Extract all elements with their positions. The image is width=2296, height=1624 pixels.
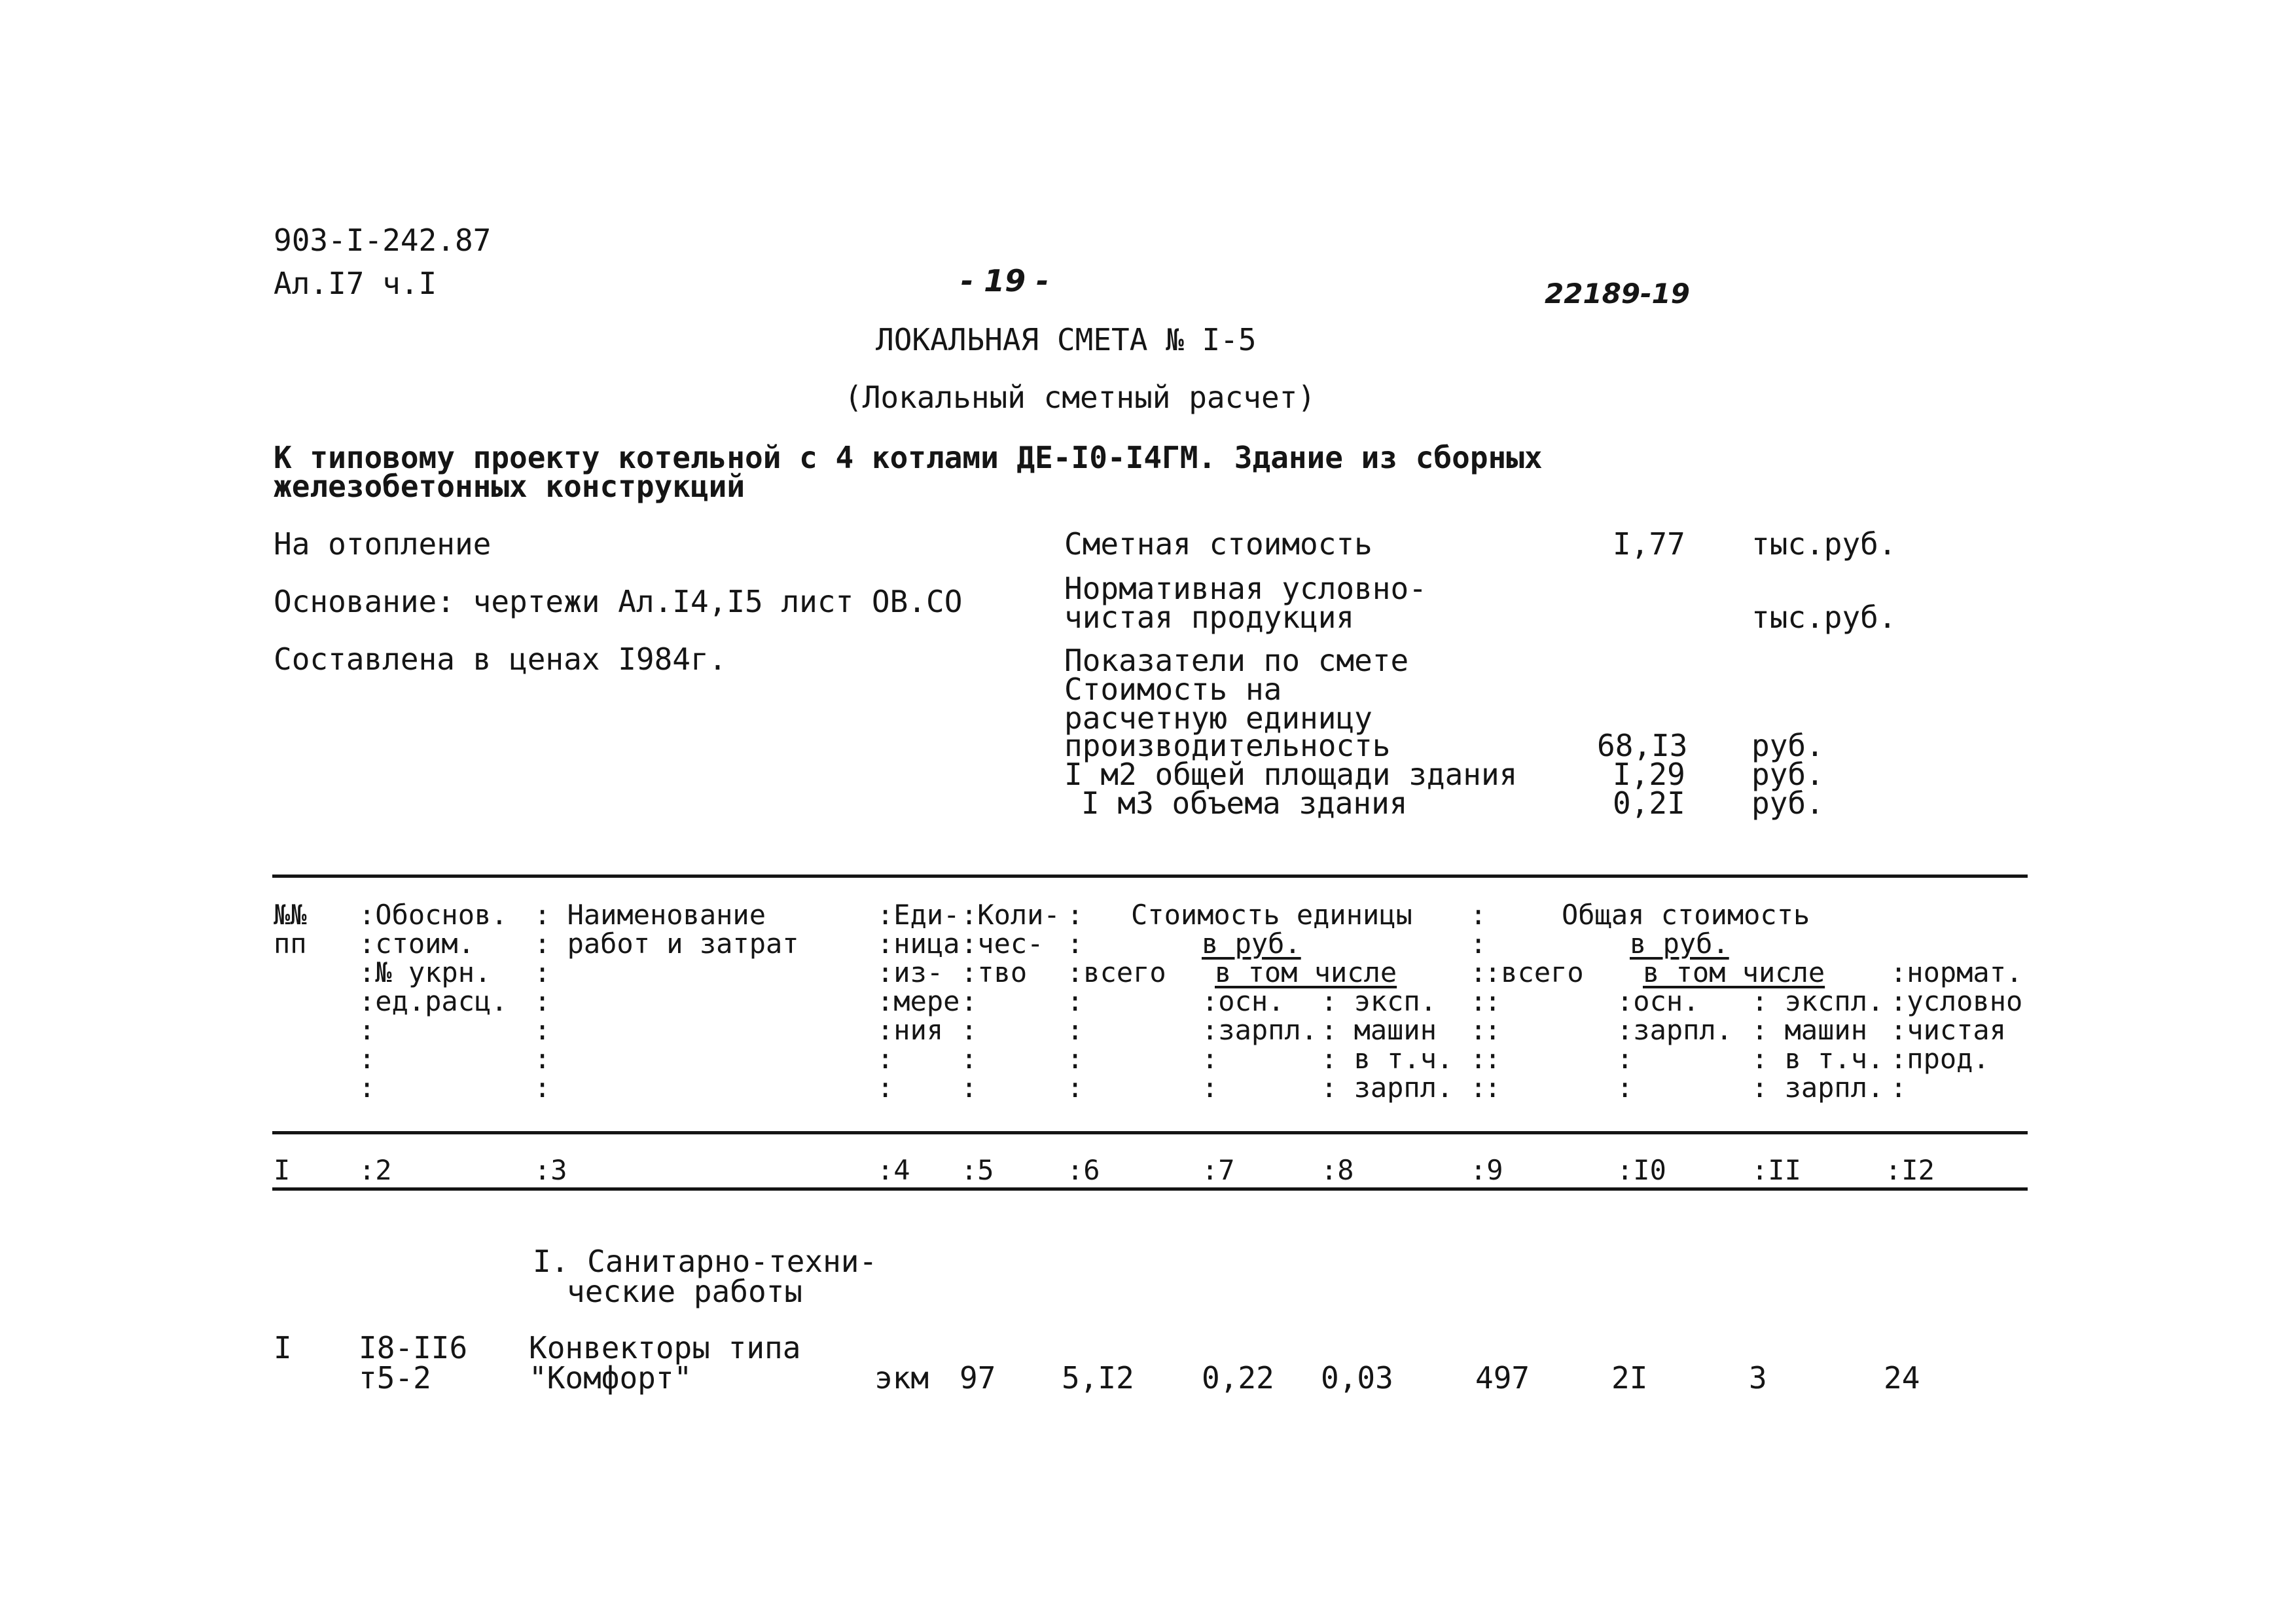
- normative-label-line2: чистая продукция: [1064, 600, 1355, 635]
- header-unit-including: в том числе: [1215, 956, 1397, 988]
- column-number: :3: [534, 1154, 567, 1186]
- header-unit-cost-currency: в руб.: [1202, 928, 1301, 960]
- header-col-total-wage: :осн. :зарпл. : :: [1617, 985, 1733, 1104]
- purpose-label: На отопление: [274, 526, 492, 562]
- indicator-capacity-value: 68,I3: [1597, 728, 1688, 763]
- indicator-capacity-unit: руб.: [1751, 728, 1824, 763]
- document-subtitle: (Локальный сметный расчет): [844, 380, 1316, 415]
- header-total-cost-title: Общая стоимость: [1562, 899, 1810, 931]
- column-number: :II: [1751, 1154, 1801, 1186]
- row-total-machines: 3: [1749, 1360, 1767, 1396]
- estimated-cost-unit: тыс.руб.: [1751, 526, 1897, 562]
- indicator-area-unit: руб.: [1751, 757, 1824, 792]
- section-title-line2: ческие работы: [567, 1274, 803, 1309]
- header-col-total: :всего : : : :: [1484, 956, 1584, 1104]
- row-name-line2: "Комфорт": [529, 1360, 692, 1396]
- estimated-cost-value: I,77: [1613, 526, 1685, 562]
- column-numbers-bottom-rule: [272, 1187, 2028, 1191]
- header-unit-cost-title: Стоимость единицы: [1131, 899, 1412, 931]
- header-total-including: в том числе: [1643, 956, 1825, 988]
- header-col-unit-total: : : :всего : : : :: [1067, 899, 1166, 1104]
- row-name-line1: Конвекторы типа: [529, 1330, 801, 1365]
- normative-unit: тыс.руб.: [1751, 600, 1897, 635]
- normative-label-line1: Нормативная условно-: [1064, 571, 1427, 606]
- header-col-justification: :Обоснов. :стоим. :№ укрн. :ед.расц. : : :: [359, 899, 508, 1104]
- document-code: 903-I-242.87: [274, 223, 492, 258]
- row-normative: 24: [1884, 1360, 1920, 1396]
- indicators-line1: Показатели по смете: [1064, 643, 1409, 678]
- row-total-wage: 2I: [1611, 1360, 1648, 1396]
- header-separator: : : : : : : :: [1470, 899, 1487, 1104]
- sheet-reference: Ал.I7 ч.I: [274, 266, 437, 301]
- inventory-number: 22189-19: [1545, 278, 1690, 310]
- indicator-volume-value: 0,2I: [1613, 785, 1685, 821]
- table-top-rule: [272, 875, 2028, 878]
- column-number: I: [274, 1154, 291, 1186]
- header-col-work-name: : Наименование : работ и затрат : : : : :: [534, 899, 799, 1104]
- column-number: :I0: [1617, 1154, 1666, 1186]
- header-col-normative: :нормат. :условно :чистая :прод. :: [1890, 956, 2023, 1104]
- page-number: - 19 -: [961, 263, 1049, 298]
- column-number: :5: [961, 1154, 994, 1186]
- document-title: ЛОКАЛЬНАЯ СМЕТА № I-5: [876, 322, 1257, 357]
- indicator-area-value: I,29: [1613, 757, 1685, 792]
- header-col-total-machines: : экспл. : машин : в т.ч. : зарпл.: [1751, 985, 1884, 1104]
- row-unit-total: 5,I2: [1062, 1360, 1134, 1396]
- section-title-line1: I. Санитарно-техни-: [533, 1244, 878, 1279]
- column-number: :4: [877, 1154, 910, 1186]
- row-code-line2: т5-2: [359, 1360, 431, 1396]
- project-description-line1: К типовому проекту котельной с 4 котлами ДЕ-I0-I4ГМ. Здание из сборных: [274, 440, 1543, 475]
- row-quantity: 97: [960, 1360, 996, 1396]
- header-col-unit-machines: : эксп. : машин : в т.ч. : зарпл.: [1321, 985, 1454, 1104]
- table-header-bottom-rule: [272, 1131, 2028, 1134]
- indicators-line3: расчетную единицу: [1064, 700, 1372, 736]
- indicators-line4: производительность: [1064, 728, 1391, 763]
- header-col-quantity: :Коли- :чес- :тво : : : :: [961, 899, 1060, 1104]
- indicators-line2: Стоимость на: [1064, 672, 1282, 707]
- column-number: :6: [1067, 1154, 1100, 1186]
- column-number: :8: [1321, 1154, 1354, 1186]
- column-number: :I2: [1885, 1154, 1935, 1186]
- column-number: :2: [359, 1154, 392, 1186]
- row-unit-wage: 0,22: [1202, 1360, 1274, 1396]
- column-number: :9: [1470, 1154, 1503, 1186]
- indicators-line5: I м2 общей площади здания: [1064, 757, 1518, 792]
- header-col-unit-wage: :осн. :зарпл. : :: [1202, 985, 1318, 1104]
- row-unit-machines: 0,03: [1321, 1360, 1393, 1396]
- header-total-cost-currency: в руб.: [1630, 928, 1729, 960]
- basis-label: Основание: чертежи Ал.I4,I5 лист ОВ.СО: [274, 584, 963, 619]
- indicators-line6: I м3 объема здания: [1081, 785, 1408, 821]
- row-code-line1: I8-II6: [359, 1330, 468, 1365]
- prices-label: Составлена в ценах I984г.: [274, 641, 727, 677]
- row-total: 497: [1475, 1360, 1530, 1396]
- row-number: I: [274, 1330, 292, 1365]
- indicator-volume-unit: руб.: [1751, 785, 1824, 821]
- row-unit: экм: [874, 1360, 929, 1396]
- header-col-row-number: №№ пп: [274, 899, 307, 960]
- estimated-cost-label: Сметная стоимость: [1064, 526, 1372, 562]
- column-number: :7: [1202, 1154, 1235, 1186]
- project-description-line2: железобетонных конструкций: [274, 469, 745, 504]
- header-col-unit: :Еди- :ница :из- :мере :ния : :: [877, 899, 960, 1104]
